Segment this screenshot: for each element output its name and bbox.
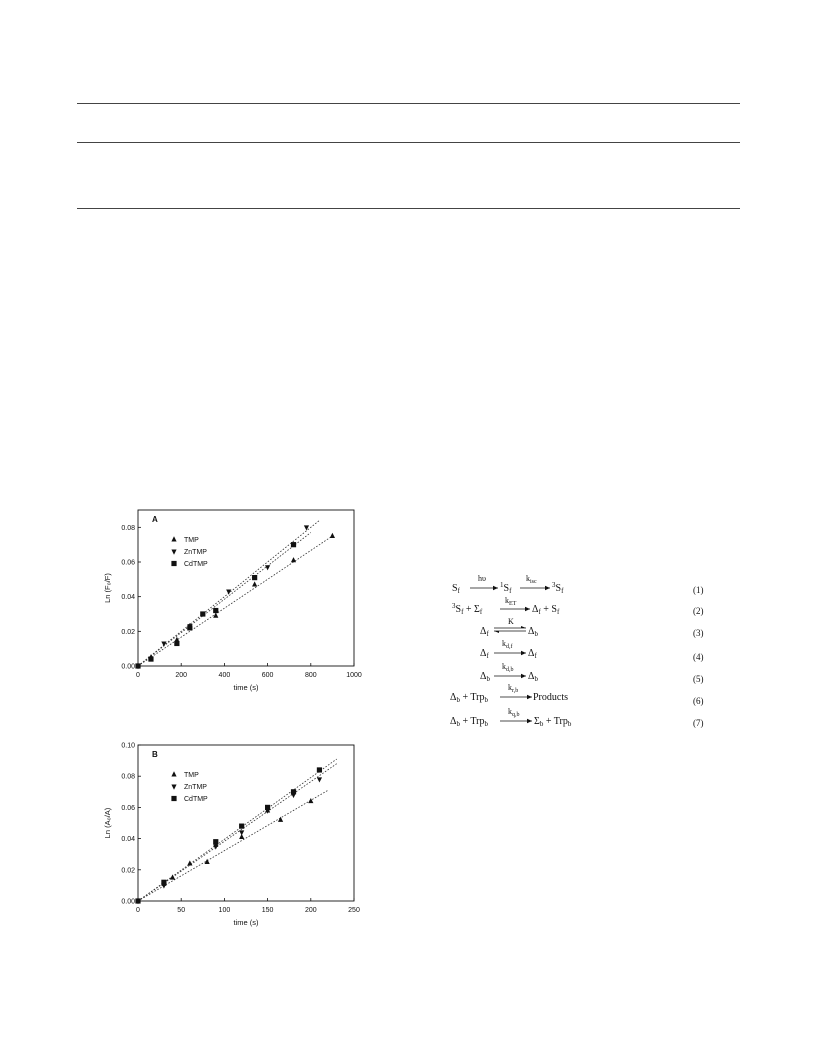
panel-label: A bbox=[152, 515, 158, 524]
data-point-cdtmp bbox=[148, 656, 153, 661]
equation-number: (4) bbox=[693, 652, 704, 662]
legend-entry-cdtmp: CdTMP bbox=[184, 561, 208, 568]
svg-text:kd,b: $k_{d,b}$ bbox=[502, 662, 514, 673]
x-tick-label: 200 bbox=[304, 907, 317, 914]
data-point-cdtmp bbox=[317, 767, 322, 772]
legend-entry-tmp: TMP bbox=[184, 772, 199, 779]
y-tick-label: 0.02 bbox=[121, 628, 135, 636]
chart-a-plot bbox=[100, 500, 370, 710]
y-axis-label: Ln (F₀/F) bbox=[103, 573, 112, 603]
legend-marker-cdtmp bbox=[171, 796, 176, 801]
data-point-cdtmp bbox=[252, 575, 257, 580]
equation-4 bbox=[480, 639, 704, 662]
equation-6 bbox=[450, 683, 704, 706]
data-point-tmp bbox=[308, 798, 313, 803]
svg-text:Δf + Sf: $\Delta_f + S_f$ bbox=[532, 604, 560, 616]
equation-number: (1) bbox=[693, 585, 704, 595]
data-point-cdtmp bbox=[291, 542, 296, 547]
svg-text:Δb + Trpb: $\Delta_b + Trp_b$ bbox=[450, 716, 488, 728]
svg-text:1Sf: $^1S_f$ bbox=[500, 581, 512, 595]
data-point-cdtmp bbox=[135, 663, 140, 668]
fit-line-tmp bbox=[138, 536, 332, 666]
svg-text:Δf: $\Delta_f$ bbox=[480, 648, 489, 660]
x-axis-label: time (s) bbox=[233, 918, 259, 927]
svg-text:kd,f: $k_{d,f}$ bbox=[502, 639, 513, 650]
panel-label: B bbox=[152, 750, 158, 759]
data-point-zntmp bbox=[239, 830, 244, 835]
x-tick-label: 0 bbox=[136, 672, 140, 679]
svg-text:Δb: $\Delta_b$ bbox=[528, 671, 538, 683]
legend-marker-tmp bbox=[171, 771, 176, 776]
fit-line-cdtmp bbox=[138, 759, 337, 901]
svg-text:kq,b: $k_{q,b}$ bbox=[508, 707, 520, 718]
legend-entry-tmp: TMP bbox=[184, 537, 199, 544]
legend-marker-zntmp bbox=[171, 550, 176, 555]
data-point-cdtmp bbox=[213, 839, 218, 844]
data-point-tmp bbox=[187, 860, 192, 865]
equation-number: (7) bbox=[693, 718, 704, 728]
table-header-rule bbox=[77, 142, 740, 143]
y-tick-label: 0.00 bbox=[121, 898, 135, 906]
x-tick-label: 150 bbox=[261, 907, 274, 914]
data-point-cdtmp bbox=[135, 898, 140, 903]
svg-text:kET: $k_{ET}$ bbox=[505, 596, 517, 607]
equation-number: (2) bbox=[693, 606, 704, 616]
data-point-tmp bbox=[252, 581, 257, 586]
x-tick-label: 400 bbox=[218, 672, 231, 679]
x-tick-label: 600 bbox=[261, 672, 274, 679]
equation-1 bbox=[452, 574, 704, 595]
svg-text:Sf: $S_f$ bbox=[452, 583, 460, 595]
data-point-cdtmp bbox=[265, 805, 270, 810]
x-tick-label: 50 bbox=[177, 907, 186, 914]
legend-entry-zntmp: ZnTMP bbox=[184, 549, 207, 556]
data-point-tmp bbox=[330, 533, 335, 538]
data-point-tmp bbox=[213, 613, 218, 618]
svg-text:Δb + Trpb: $\Delta_b + Trp_b$ bbox=[450, 692, 488, 704]
figure-panel-a bbox=[100, 500, 370, 710]
eq1-arrow-label: hυ bbox=[478, 574, 486, 583]
equation-5 bbox=[480, 662, 704, 684]
svg-text:Δf: $\Delta_f$ bbox=[480, 626, 489, 638]
figure-panel-b bbox=[100, 735, 370, 945]
data-point-tmp bbox=[170, 874, 175, 879]
equation-2 bbox=[452, 596, 704, 616]
y-tick-label: 0.08 bbox=[121, 773, 135, 781]
y-axis-label: Ln (A₀/A) bbox=[103, 807, 112, 839]
table-bottom-rule bbox=[77, 208, 740, 209]
data-point-cdtmp bbox=[187, 625, 192, 630]
legend-entry-cdtmp: CdTMP bbox=[184, 796, 208, 803]
x-tick-label: 800 bbox=[304, 672, 317, 679]
y-tick-label: 0.06 bbox=[121, 559, 135, 567]
y-tick-label: 0.00 bbox=[121, 663, 135, 671]
y-tick-label: 0.08 bbox=[121, 524, 135, 532]
plot-frame bbox=[138, 510, 354, 666]
x-tick-label: 1000 bbox=[346, 672, 362, 679]
svg-text:3Sf + Σf: $^3S_f + \Sigma_f$ bbox=[452, 602, 483, 616]
y-tick-label: 0.04 bbox=[121, 836, 135, 844]
y-tick-label: 0.06 bbox=[121, 804, 135, 812]
y-tick-label: 0.04 bbox=[121, 594, 135, 602]
data-point-zntmp bbox=[317, 777, 322, 782]
eq6-products: Products bbox=[533, 692, 568, 703]
x-tick-label: 250 bbox=[348, 907, 360, 914]
legend-entry-zntmp: ZnTMP bbox=[184, 784, 207, 791]
svg-text:Δb: $\Delta_b$ bbox=[528, 626, 538, 638]
svg-text:Δb: $\Delta_b$ bbox=[480, 671, 490, 683]
data-point-cdtmp bbox=[174, 641, 179, 646]
legend-marker-cdtmp bbox=[171, 561, 176, 566]
x-axis-label: time (s) bbox=[233, 683, 259, 692]
y-tick-label: 0.02 bbox=[121, 867, 135, 875]
equation-3 bbox=[480, 617, 704, 638]
x-tick-label: 100 bbox=[218, 907, 231, 914]
svg-text:Δf: $\Delta_f$ bbox=[528, 648, 537, 660]
data-point-cdtmp bbox=[239, 824, 244, 829]
y-tick-label: 0.10 bbox=[121, 742, 135, 750]
legend-marker-tmp bbox=[171, 536, 176, 541]
legend-marker-zntmp bbox=[171, 785, 176, 790]
svg-text:kr,b: $k_{r,b}$ bbox=[508, 683, 519, 694]
x-tick-label: 0 bbox=[136, 907, 140, 914]
equation-number: (3) bbox=[693, 628, 704, 638]
svg-text:3Sf: $^3S_f$ bbox=[552, 581, 564, 595]
data-point-cdtmp bbox=[200, 611, 205, 616]
eq3-arrow-label: K bbox=[508, 617, 514, 626]
x-tick-label: 200 bbox=[175, 672, 188, 679]
svg-text:Σb + Trpb: $\Sigma_b + Trp_b$ bbox=[534, 716, 572, 728]
equation-number: (6) bbox=[693, 696, 704, 706]
data-point-tmp bbox=[278, 817, 283, 822]
equation-7 bbox=[450, 707, 704, 728]
data-point-tmp bbox=[291, 557, 296, 562]
chart-b-plot bbox=[100, 735, 370, 945]
reaction-scheme bbox=[440, 572, 740, 747]
equation-number: (5) bbox=[693, 674, 704, 684]
table-top-rule bbox=[77, 103, 740, 104]
data-point-cdtmp bbox=[291, 789, 296, 794]
fit-line-zntmp bbox=[138, 764, 337, 901]
data-point-cdtmp bbox=[213, 608, 218, 613]
svg-text:kisc: $k_{isc}$ bbox=[526, 574, 537, 585]
data-point-cdtmp bbox=[161, 880, 166, 885]
